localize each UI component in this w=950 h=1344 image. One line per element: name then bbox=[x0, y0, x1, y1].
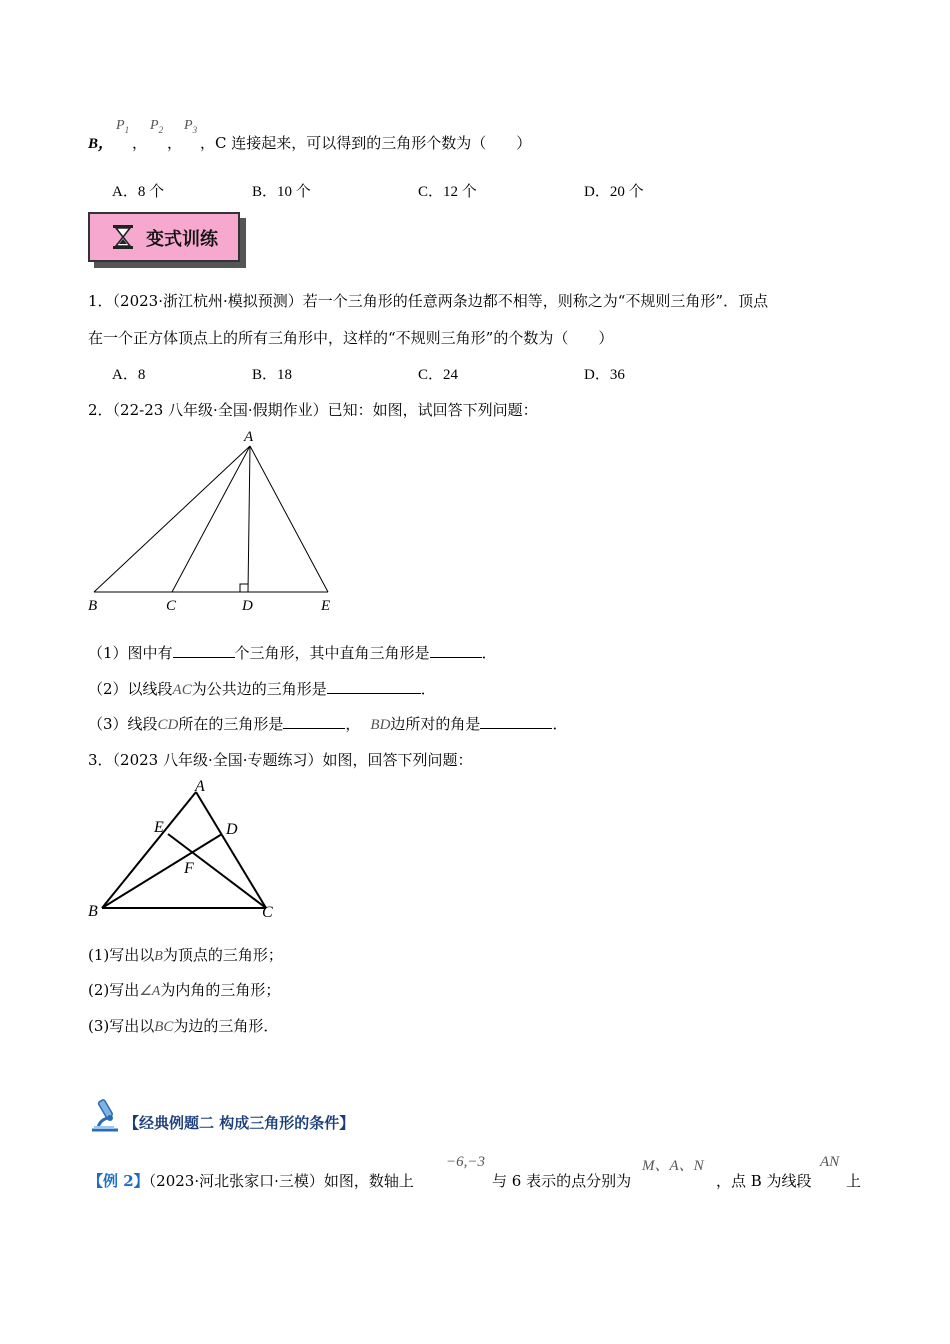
q2-label-b: B bbox=[88, 598, 98, 614]
q2-sub2 bbox=[88, 678, 436, 699]
q1-number: 1． bbox=[88, 292, 113, 310]
q2-sub2-math: AC bbox=[172, 682, 192, 698]
q3-sub2-text-a: (2)写出 bbox=[88, 981, 140, 999]
p3-label: $P_3$ bbox=[184, 118, 198, 135]
q2-sub3-text-b: 所在的三角形是 bbox=[178, 715, 284, 733]
top-option-d: D．20 个 bbox=[584, 184, 644, 200]
q3-label-a: A bbox=[195, 778, 205, 795]
q2-sub3-blank2 bbox=[480, 714, 552, 729]
example2-text-b: 与 6 表示的点分别为 bbox=[492, 1172, 632, 1190]
q2-segment-ac bbox=[172, 446, 250, 592]
hourglass-icon bbox=[112, 224, 134, 250]
q3-sub1-text-a: (1)写出以 bbox=[88, 946, 155, 964]
q2-segment-ad bbox=[248, 446, 250, 592]
comma-2: ， bbox=[167, 134, 183, 152]
q3-label-d: D bbox=[226, 821, 238, 838]
q2-sub1-blank1 bbox=[173, 643, 235, 658]
q3-sub2 bbox=[88, 979, 280, 1000]
q2-sub3-text-a: （3）线段 bbox=[88, 715, 158, 733]
q3-sub3-text-a: (3)写出以 bbox=[88, 1017, 155, 1035]
q2-sub1 bbox=[88, 642, 497, 663]
q2-figure bbox=[80, 424, 350, 618]
example2-line bbox=[88, 1170, 414, 1191]
q1-text-line1: （2023·浙江杭州·模拟预测）若一个三角形的任意两条边都不相等，则称之为“不规则三角形”．顶点 bbox=[112, 292, 769, 310]
point-b-text: B， bbox=[88, 136, 114, 152]
q1-line1 bbox=[88, 290, 768, 311]
q3-label-b: B bbox=[88, 903, 98, 920]
q1-text-line2: 在一个正方体顶点上的所有三角形中，这样的“不规则三角形”的个数为（ ） bbox=[88, 329, 614, 347]
q2-number: 2． bbox=[88, 401, 113, 419]
q2-sub2-text-a: （2）以线段 bbox=[88, 680, 173, 698]
q2-segment-ab bbox=[94, 446, 250, 592]
q3-segment-ab bbox=[102, 792, 196, 908]
example2-text-d: 上 bbox=[846, 1172, 862, 1190]
q2-sub1-blank2 bbox=[430, 643, 482, 658]
p1-label: $P_1$ bbox=[116, 118, 130, 135]
q2-sub3-blank1 bbox=[283, 714, 345, 729]
q3-figure bbox=[80, 776, 290, 926]
q2-sub1-text-c: ． bbox=[481, 644, 497, 662]
q3-sub3-math: BC bbox=[154, 1019, 174, 1035]
q2-label-e: E bbox=[321, 598, 331, 614]
q2-sub3-text-c: ， bbox=[345, 715, 361, 733]
p2-label: $P_2$ bbox=[150, 118, 164, 135]
q2-sub3-math1: CD bbox=[157, 717, 179, 733]
q2-sub3 bbox=[88, 713, 567, 734]
example2-text-c: ，点 B 为线段 bbox=[716, 1172, 812, 1190]
q3-line bbox=[88, 749, 473, 770]
q3-number: 3． bbox=[88, 751, 113, 769]
q3-sub1 bbox=[88, 944, 283, 965]
q2-label-a: A bbox=[244, 429, 254, 445]
q3-segment-ac bbox=[196, 792, 266, 908]
q2-text: （22-23 八年级·全国·假期作业）已知：如图，试回答下列问题： bbox=[112, 401, 538, 419]
example2-label: 【例 2】 bbox=[88, 1172, 149, 1190]
q2-sub2-text-c: ． bbox=[420, 680, 436, 698]
q2-right-angle-mark bbox=[240, 584, 248, 592]
q2-line bbox=[88, 399, 538, 420]
q3-sub1-math: B bbox=[154, 949, 163, 964]
q3-label-e: E bbox=[154, 819, 164, 836]
q3-sub1-text-b: 为顶点的三角形； bbox=[162, 946, 283, 964]
banner-title: 变式训练 bbox=[146, 229, 218, 250]
q3-sub3-text-b: 为边的三角形． bbox=[173, 1017, 279, 1035]
q3-label-c: C bbox=[262, 904, 273, 921]
q1-option-a: A．8 bbox=[112, 367, 146, 383]
q2-sub3-math2: BD bbox=[370, 717, 391, 733]
example2-math2: M、A、N bbox=[642, 1158, 704, 1174]
q2-sub2-blank bbox=[327, 679, 421, 694]
q2-segment-ae bbox=[250, 446, 328, 592]
q1-option-b: B．18 bbox=[252, 367, 293, 383]
example2-text-a: （2023·河北张家口·三模）如图，数轴上 bbox=[148, 1172, 414, 1190]
q2-sub1-text-b: 个三角形，其中直角三角形是 bbox=[234, 644, 430, 662]
section2-title: 【经典例题二 构成三角形的条件】 bbox=[124, 1114, 355, 1132]
q3-sub2-math: ∠A bbox=[139, 984, 161, 999]
q2-sub3-text-e: ． bbox=[552, 715, 568, 733]
microscope-icon bbox=[88, 1096, 122, 1134]
q3-sub2-text-b: 为内角的三角形； bbox=[160, 981, 281, 999]
variation-training-banner bbox=[88, 212, 248, 268]
q2-sub3-text-d: 边所对的角是 bbox=[390, 715, 481, 733]
q2-label-d: D bbox=[242, 598, 253, 614]
q2-sub2-text-b: 为公共边的三角形是 bbox=[191, 680, 327, 698]
example2-math1: −6,−3 bbox=[446, 1154, 485, 1170]
q3-segment-ce bbox=[168, 834, 266, 908]
q3-sub3 bbox=[88, 1015, 278, 1036]
q3-label-f: F bbox=[184, 860, 194, 877]
q3-segment-bd bbox=[102, 834, 222, 908]
comma-1: ， bbox=[132, 134, 148, 152]
top-question-text: ，C 连接起来，可以得到的三角形个数为（ ） bbox=[200, 134, 532, 152]
example2-math3: AN bbox=[820, 1154, 840, 1170]
q1-option-d: D．36 bbox=[584, 367, 625, 383]
q2-label-c: C bbox=[166, 598, 177, 614]
top-question-line bbox=[88, 132, 113, 153]
top-option-b: B．10 个 bbox=[252, 184, 311, 200]
top-option-a: A．8 个 bbox=[112, 184, 165, 200]
q1-option-c: C．24 bbox=[418, 367, 459, 383]
top-option-c: C．12 个 bbox=[418, 184, 477, 200]
q2-sub1-text-a: （1）图中有 bbox=[88, 644, 173, 662]
q3-text: （2023 八年级·全国·专题练习）如图，回答下列问题： bbox=[112, 751, 473, 769]
